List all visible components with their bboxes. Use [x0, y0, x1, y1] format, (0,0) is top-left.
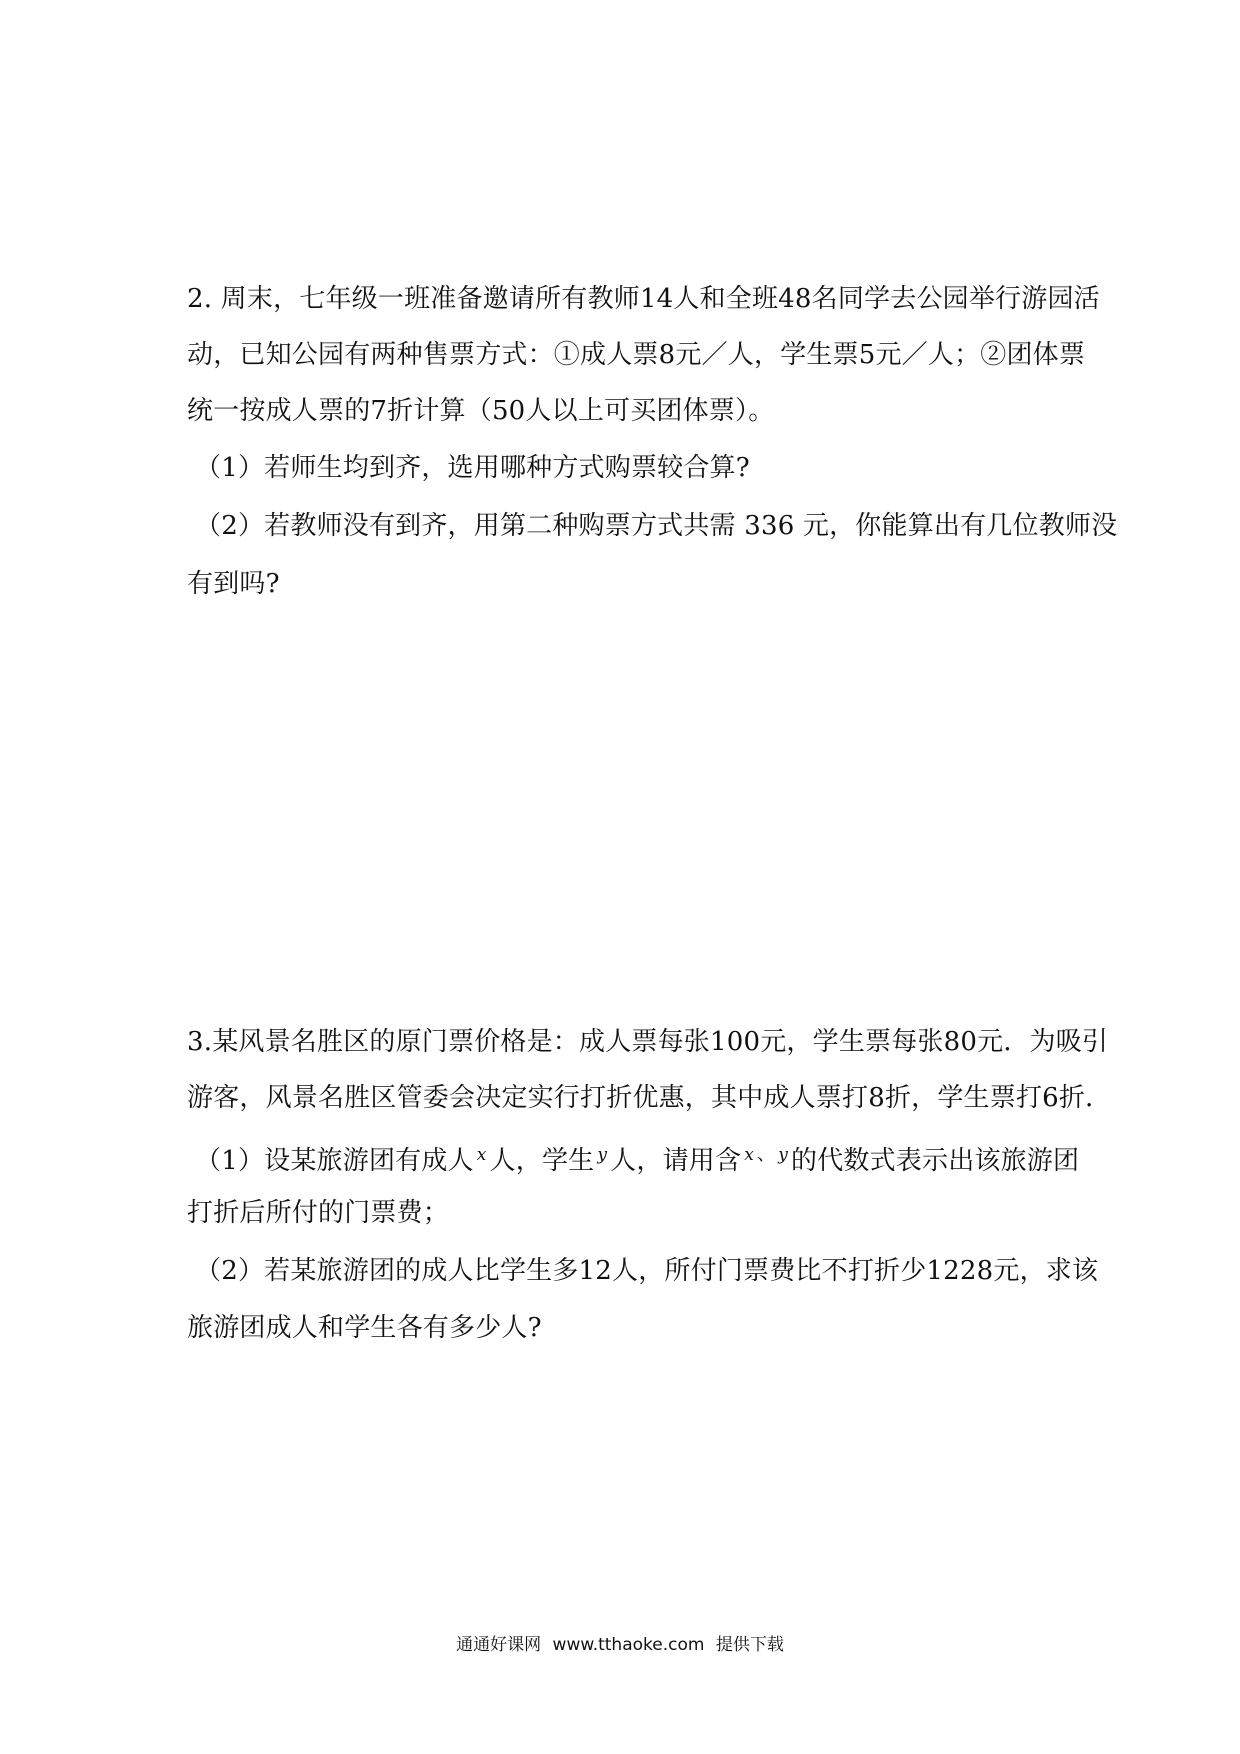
q1-text-part-4: 的代数式表示出该旅游团 [791, 1146, 1080, 1176]
problem-2-line-1: 2. 周末，七年级一班准备邀请所有教师14人和全班48名同学去公园举行游园活 [187, 284, 1100, 314]
variable-x-second: x [744, 1145, 754, 1165]
problem-3-question-1-line-2: 打折后所付的门票费； [187, 1198, 450, 1228]
q1-text-part-2: 人，学生 [489, 1146, 595, 1176]
problem-2-question-2-line-1: （2）若教师没有到齐，用第二种购票方式共需 336 元，你能算出有几位教师没 [195, 511, 1118, 541]
problem-2-question-2-line-2: 有到吗? [187, 569, 280, 599]
problem-3-line-2: 游客，风景名胜区管委会决定实行打折优惠，其中成人票打8折，学生票打6折． [187, 1083, 1112, 1113]
problem-2-line-3: 统一按成人票的7折计算（50人以上可买团体票）。 [187, 396, 775, 426]
page-footer [0, 1633, 1240, 1657]
footer-url: www.tthaoke.com [552, 1635, 705, 1655]
problem-2-line-2: 动，已知公园有两种售票方式：①成人票8元／人，学生票5元／人；②团体票 [187, 340, 1086, 370]
footer-suffix: 提供下载 [715, 1635, 784, 1655]
problem-3-question-2-line-1: （2）若某旅游团的成人比学生多12人，所付门票费比不打折少1228元，求该 [195, 1256, 1099, 1286]
problem-2-question-1: （1）若师生均到齐，选用哪种方式购票较合算? [195, 453, 750, 483]
footer-site-name: 通通好课网 [456, 1635, 542, 1655]
variable-x: x [476, 1145, 487, 1165]
q1-text-part-1: （1）设某旅游团有成人 [195, 1146, 474, 1176]
problem-3-question-2-line-2: 旅游团成人和学生各有多少人? [187, 1313, 542, 1343]
variable-y-second: y [778, 1145, 788, 1165]
q1-text-part-3: 人，请用含 [610, 1146, 742, 1176]
variable-y: y [597, 1145, 608, 1165]
q1-separator: 、 [756, 1144, 776, 1165]
problem-3-question-1-line-1 [195, 1138, 1080, 1178]
problem-3-line-1: 3.某风景名胜区的原门票价格是：成人票每张100元，学生票每张80元．为吸引 [187, 1027, 1109, 1057]
